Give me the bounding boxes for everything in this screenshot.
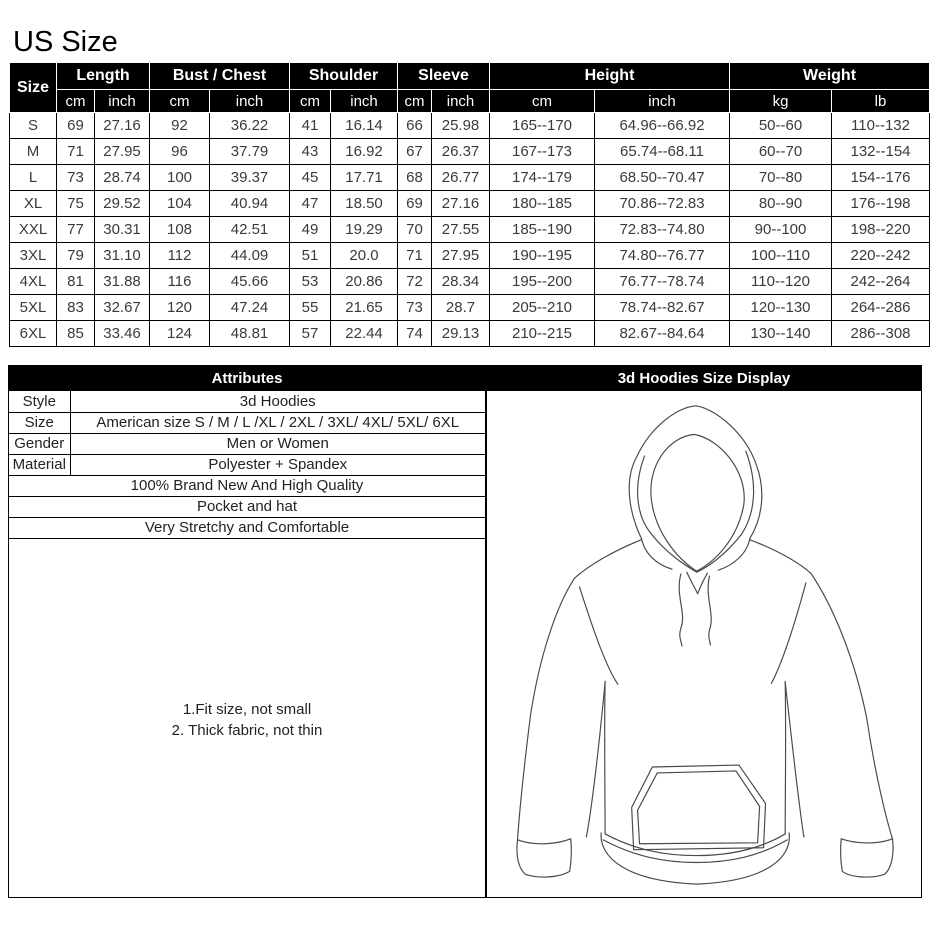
col-header-height: Height — [490, 63, 730, 90]
group-header-row — [10, 63, 930, 90]
feature-row — [9, 475, 485, 496]
size-display-panel — [486, 365, 922, 898]
table-row — [10, 243, 930, 269]
measurement-cell: 78.74--82.67 — [595, 295, 730, 321]
feature-row — [9, 517, 485, 538]
unit-weight-lb: lb — [832, 90, 930, 113]
size-label-cell: XL — [10, 191, 57, 217]
measurement-cell: 32.67 — [95, 295, 150, 321]
measurement-cell: 176--198 — [832, 191, 930, 217]
table-row — [10, 191, 930, 217]
size-label-cell: 5XL — [10, 295, 57, 321]
measurement-cell: 120--130 — [730, 295, 832, 321]
measurement-cell: 36.22 — [210, 113, 290, 139]
attribute-value: Polyester + Spandex — [70, 454, 485, 475]
measurement-cell: 154--176 — [832, 165, 930, 191]
attribute-label: Gender — [9, 433, 70, 454]
size-label-cell: 3XL — [10, 243, 57, 269]
size-table-body — [10, 113, 930, 347]
measurement-cell: 167--173 — [490, 139, 595, 165]
table-row — [10, 113, 930, 139]
measurement-cell: 29.13 — [432, 321, 490, 347]
measurement-cell: 220--242 — [832, 243, 930, 269]
attribute-row-gender — [9, 433, 485, 454]
measurement-cell: 116 — [150, 269, 210, 295]
measurement-cell: 31.88 — [95, 269, 150, 295]
col-header-size: Size — [10, 63, 57, 113]
measurement-cell: 20.86 — [331, 269, 398, 295]
attribute-value: Men or Women — [70, 433, 485, 454]
size-label-cell: L — [10, 165, 57, 191]
measurement-cell: 20.0 — [331, 243, 398, 269]
measurement-cell: 180--185 — [490, 191, 595, 217]
measurement-cell: 112 — [150, 243, 210, 269]
measurement-cell: 286--308 — [832, 321, 930, 347]
unit-shoulder-cm: cm — [290, 90, 331, 113]
measurement-cell: 74.80--76.77 — [595, 243, 730, 269]
col-header-length: Length — [57, 63, 150, 90]
size-label-cell: M — [10, 139, 57, 165]
measurement-cell: 27.55 — [432, 217, 490, 243]
measurement-cell: 77 — [57, 217, 95, 243]
measurement-cell: 100 — [150, 165, 210, 191]
attribute-row-style — [9, 391, 485, 412]
col-header-weight: Weight — [730, 63, 930, 90]
attribute-label: Material — [9, 454, 70, 475]
measurement-cell: 71 — [398, 243, 432, 269]
measurement-cell: 174--179 — [490, 165, 595, 191]
measurement-cell: 53 — [290, 269, 331, 295]
col-header-shoulder: Shoulder — [290, 63, 398, 90]
feature-text: 100% Brand New And High Quality — [9, 475, 485, 496]
table-row — [10, 139, 930, 165]
measurement-cell: 71 — [57, 139, 95, 165]
measurement-cell: 85 — [57, 321, 95, 347]
measurement-cell: 69 — [398, 191, 432, 217]
unit-weight-kg: kg — [730, 90, 832, 113]
measurement-cell: 28.74 — [95, 165, 150, 191]
measurement-cell: 82.67--84.64 — [595, 321, 730, 347]
size-label-cell: S — [10, 113, 57, 139]
measurement-cell: 25.98 — [432, 113, 490, 139]
unit-header-row — [10, 90, 930, 113]
measurement-cell: 198--220 — [832, 217, 930, 243]
unit-sleeve-inch: inch — [432, 90, 490, 113]
measurement-cell: 33.46 — [95, 321, 150, 347]
measurement-cell: 79 — [57, 243, 95, 269]
measurement-cell: 60--70 — [730, 139, 832, 165]
unit-bust-cm: cm — [150, 90, 210, 113]
attribute-row-size — [9, 412, 485, 433]
col-header-sleeve: Sleeve — [398, 63, 490, 90]
measurement-cell: 19.29 — [331, 217, 398, 243]
measurement-cell: 73 — [398, 295, 432, 321]
measurement-cell: 40.94 — [210, 191, 290, 217]
measurement-cell: 110--120 — [730, 269, 832, 295]
measurement-cell: 108 — [150, 217, 210, 243]
unit-height-inch: inch — [595, 90, 730, 113]
measurement-cell: 190--195 — [490, 243, 595, 269]
fit-note-line: 1.Fit size, not small — [182, 701, 312, 718]
measurement-cell: 16.14 — [331, 113, 398, 139]
measurement-cell: 72 — [398, 269, 432, 295]
measurement-cell: 64.96--66.92 — [595, 113, 730, 139]
measurement-cell: 45.66 — [210, 269, 290, 295]
attribute-label: Style — [9, 391, 70, 412]
attributes-header: Attributes — [9, 366, 485, 391]
measurement-cell: 27.95 — [432, 243, 490, 269]
measurement-cell: 130--140 — [730, 321, 832, 347]
attribute-label: Size — [9, 412, 70, 433]
table-row — [10, 217, 930, 243]
measurement-cell: 43 — [290, 139, 331, 165]
measurement-cell: 104 — [150, 191, 210, 217]
measurement-cell: 124 — [150, 321, 210, 347]
unit-bust-inch: inch — [210, 90, 290, 113]
hoodie-line-drawing-icon — [487, 391, 921, 897]
measurement-cell: 100--110 — [730, 243, 832, 269]
measurement-cell: 47 — [290, 191, 331, 217]
measurement-cell: 44.09 — [210, 243, 290, 269]
attributes-table — [9, 391, 485, 539]
measurement-cell: 47.24 — [210, 295, 290, 321]
size-label-cell: 4XL — [10, 269, 57, 295]
table-row — [10, 321, 930, 347]
measurement-cell: 69 — [57, 113, 95, 139]
measurement-cell: 50--60 — [730, 113, 832, 139]
attribute-value: 3d Hoodies — [70, 391, 485, 412]
feature-text: Very Stretchy and Comfortable — [9, 517, 485, 538]
measurement-cell: 45 — [290, 165, 331, 191]
measurement-cell: 120 — [150, 295, 210, 321]
measurement-cell: 195--200 — [490, 269, 595, 295]
attribute-value: American size S / M / L /XL / 2XL / 3XL/ 4XL/ 5XL/ 6XL — [70, 412, 485, 433]
measurement-cell: 68 — [398, 165, 432, 191]
table-row — [10, 269, 930, 295]
feature-row — [9, 496, 485, 517]
measurement-cell: 55 — [290, 295, 331, 321]
measurement-cell: 42.51 — [210, 217, 290, 243]
measurement-cell: 65.74--68.11 — [595, 139, 730, 165]
page-title: US Size — [13, 26, 118, 58]
unit-sleeve-cm: cm — [398, 90, 432, 113]
fit-note-line: 2. Thick fabric, not thin — [171, 722, 323, 739]
size-label-cell: XXL — [10, 217, 57, 243]
measurement-cell: 31.10 — [95, 243, 150, 269]
measurement-cell: 57 — [290, 321, 331, 347]
measurement-cell: 72.83--74.80 — [595, 217, 730, 243]
unit-shoulder-inch: inch — [331, 90, 398, 113]
measurement-cell: 264--286 — [832, 295, 930, 321]
measurement-cell: 68.50--70.47 — [595, 165, 730, 191]
unit-length-inch: inch — [95, 90, 150, 113]
table-row — [10, 165, 930, 191]
size-label-cell: 6XL — [10, 321, 57, 347]
size-table — [9, 62, 930, 347]
measurement-cell: 17.71 — [331, 165, 398, 191]
fit-notes — [9, 699, 485, 741]
measurement-cell: 74 — [398, 321, 432, 347]
col-header-bust: Bust / Chest — [150, 63, 290, 90]
measurement-cell: 27.95 — [95, 139, 150, 165]
measurement-cell: 83 — [57, 295, 95, 321]
measurement-cell: 21.65 — [331, 295, 398, 321]
measurement-cell: 205--210 — [490, 295, 595, 321]
measurement-cell: 110--132 — [832, 113, 930, 139]
measurement-cell: 90--100 — [730, 217, 832, 243]
measurement-cell: 132--154 — [832, 139, 930, 165]
measurement-cell: 73 — [57, 165, 95, 191]
measurement-cell: 27.16 — [95, 113, 150, 139]
measurement-cell: 66 — [398, 113, 432, 139]
measurement-cell: 39.37 — [210, 165, 290, 191]
measurement-cell: 70.86--72.83 — [595, 191, 730, 217]
measurement-cell: 51 — [290, 243, 331, 269]
feature-text: Pocket and hat — [9, 496, 485, 517]
table-row — [10, 295, 930, 321]
unit-length-cm: cm — [57, 90, 95, 113]
measurement-cell: 210--215 — [490, 321, 595, 347]
measurement-cell: 26.37 — [432, 139, 490, 165]
measurement-cell: 16.92 — [331, 139, 398, 165]
measurement-cell: 22.44 — [331, 321, 398, 347]
measurement-cell: 185--190 — [490, 217, 595, 243]
unit-height-cm: cm — [490, 90, 595, 113]
size-display-header: 3d Hoodies Size Display — [487, 366, 921, 391]
attributes-panel — [8, 365, 486, 898]
measurement-cell: 30.31 — [95, 217, 150, 243]
measurement-cell: 18.50 — [331, 191, 398, 217]
measurement-cell: 28.34 — [432, 269, 490, 295]
measurement-cell: 29.52 — [95, 191, 150, 217]
measurement-cell: 70 — [398, 217, 432, 243]
measurement-cell: 76.77--78.74 — [595, 269, 730, 295]
measurement-cell: 27.16 — [432, 191, 490, 217]
measurement-cell: 26.77 — [432, 165, 490, 191]
measurement-cell: 67 — [398, 139, 432, 165]
measurement-cell: 49 — [290, 217, 331, 243]
measurement-cell: 28.7 — [432, 295, 490, 321]
measurement-cell: 165--170 — [490, 113, 595, 139]
measurement-cell: 75 — [57, 191, 95, 217]
measurement-cell: 81 — [57, 269, 95, 295]
measurement-cell: 80--90 — [730, 191, 832, 217]
measurement-cell: 92 — [150, 113, 210, 139]
measurement-cell: 41 — [290, 113, 331, 139]
measurement-cell: 70--80 — [730, 165, 832, 191]
measurement-cell: 37.79 — [210, 139, 290, 165]
attribute-row-material — [9, 454, 485, 475]
measurement-cell: 96 — [150, 139, 210, 165]
measurement-cell: 48.81 — [210, 321, 290, 347]
measurement-cell: 242--264 — [832, 269, 930, 295]
